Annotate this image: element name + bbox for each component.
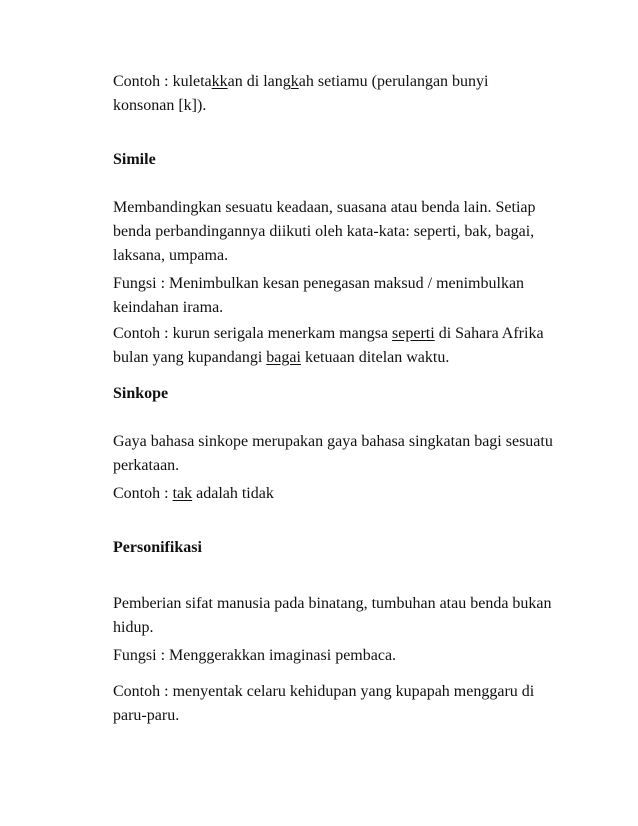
contoh-aliterasi-paragraph [113, 70, 553, 118]
personifikasi-fungsi: Fungsi : Menggerakkan imaginasi pembaca. [113, 647, 397, 664]
personifikasi-contoh: Contoh : menyentak celaru kehidupan yang kupapah menggaru di paru-paru. [113, 683, 535, 724]
simile-contoh [113, 322, 553, 370]
simile-description: Membandingkan sesuatu keadaan, suasana atau benda lain. Setiap benda perbandingannya diikuti oleh kata-kata: seperti, bak, bagai, laksana, umpama. [113, 199, 536, 264]
sinkope-description: Gaya bahasa sinkope merupakan gaya bahasa singkatan bagi sesuatu perkataan. [113, 433, 553, 474]
text-run: an [227, 73, 243, 90]
underlined-text: bagai [266, 349, 301, 366]
underlined-text: seperti [392, 325, 435, 342]
text-run: di lang [242, 73, 291, 90]
heading-sinkope: Sinkope [113, 385, 169, 402]
text-run: kuleta [172, 73, 212, 90]
text-run: adalah tidak [192, 485, 274, 502]
simile-fungsi: Fungsi : Menimbulkan kesan penegasan maksud / menimbulkan keindahan irama. [113, 275, 525, 316]
heading-simile: Simile [113, 151, 156, 168]
text-run: ah setiamu (perulangan bunyi konsonan [k]). [113, 73, 489, 114]
sinkope-contoh [113, 482, 553, 506]
personifikasi-description: Pemberian sifat manusia pada binatang, tumbuhan atau benda bukan hidup. [113, 595, 552, 636]
text-run: Contoh : [113, 73, 173, 90]
underlined-text: kk [211, 73, 228, 90]
underlined-text: tak [172, 485, 193, 502]
text-run: di Sahara Afrika bulan yang kupandangi [113, 325, 544, 366]
text-run: ketuaan ditelan waktu. [300, 349, 450, 366]
underlined-text: k [290, 73, 299, 90]
heading-personifikasi: Personifikasi [113, 539, 202, 556]
text-run: Contoh : [113, 485, 173, 502]
text-run: Contoh : kurun serigala menerkam mangsa [113, 325, 393, 342]
